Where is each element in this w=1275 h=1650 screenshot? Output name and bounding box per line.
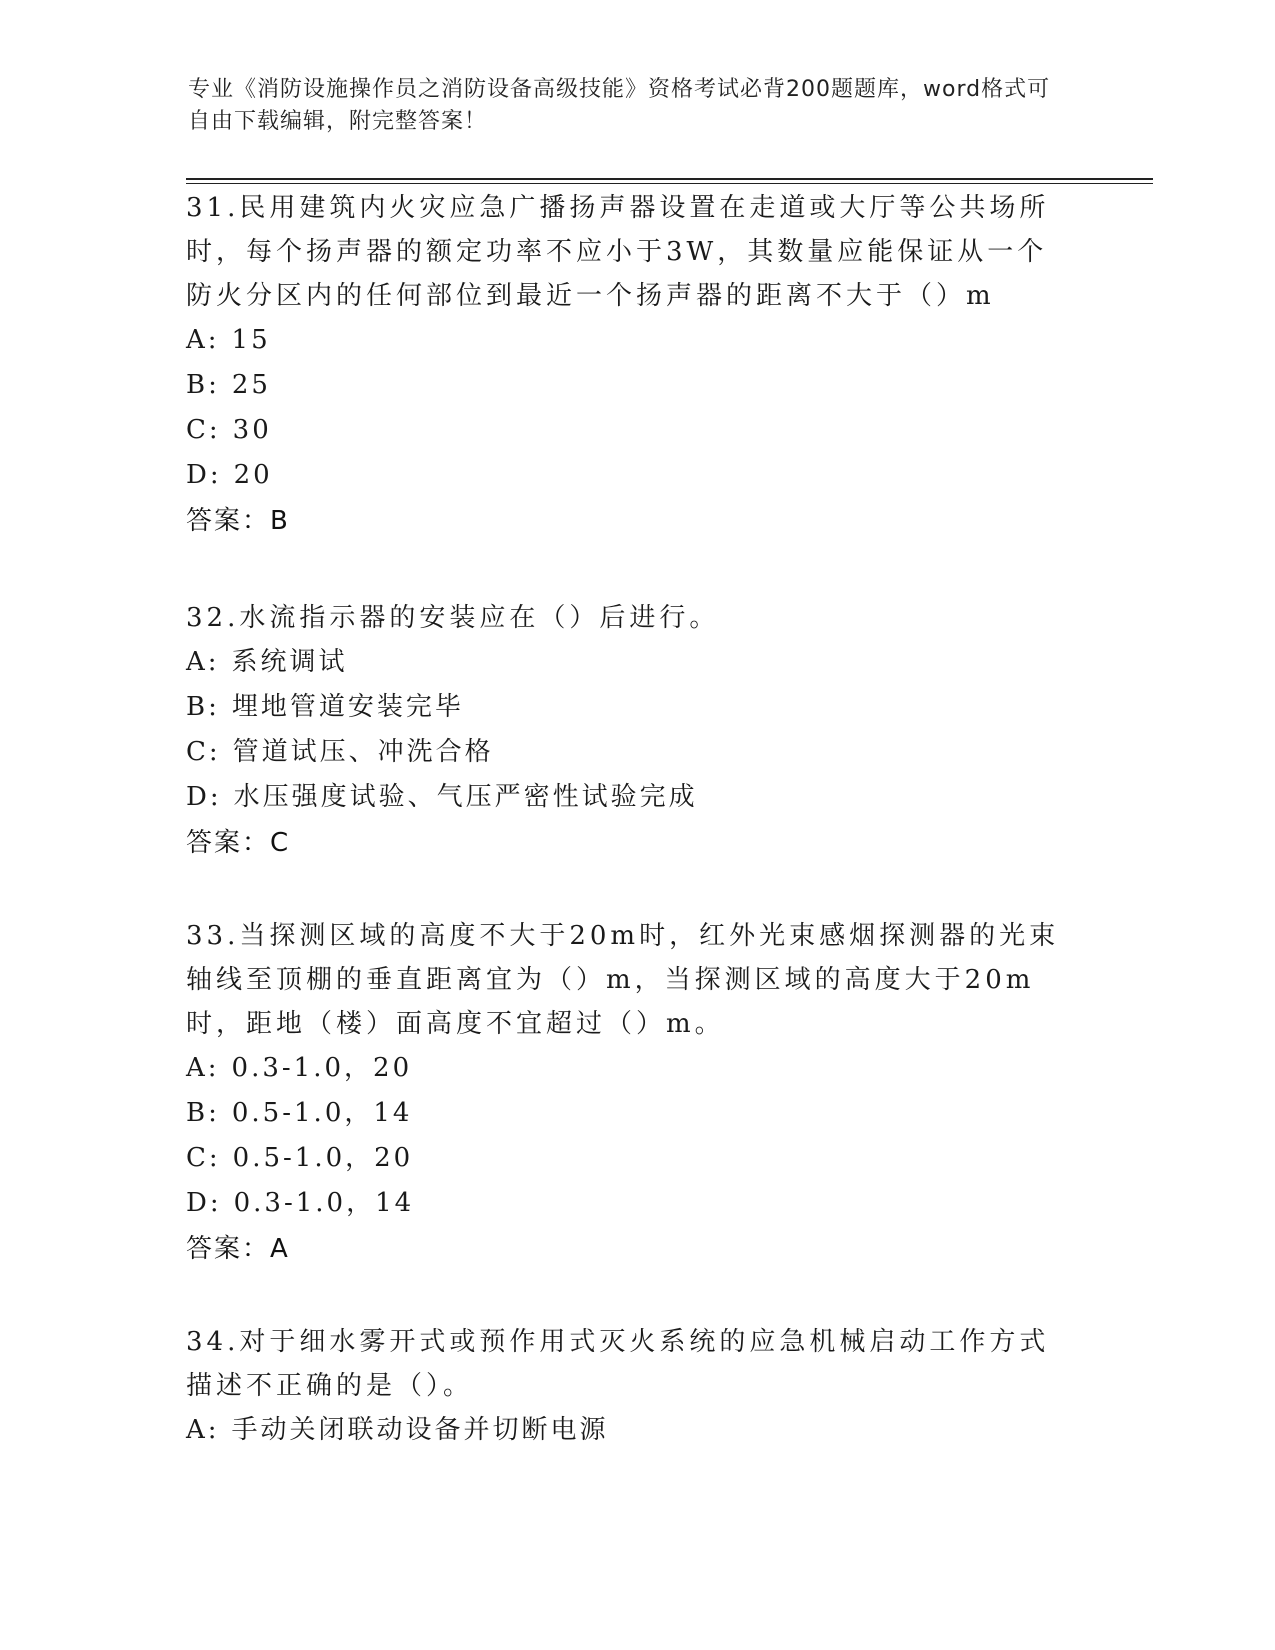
option-b bbox=[186, 685, 1076, 730]
question-stem: 34.对于细水雾开式或预作用式灭火系统的应急机械启动工作方式描述不正确的是（）。 bbox=[186, 1327, 1050, 1401]
option-text: 30 bbox=[232, 415, 272, 445]
option-c bbox=[186, 1136, 1076, 1181]
question-stem: 33.当探测区域的高度不大于20m时，红外光束感烟探测器的光束轴线至顶棚的垂直距离宜为（）m，当探测区域的高度大于20m时，距地（楼）面高度不宜超过（）m。 bbox=[186, 921, 1060, 1039]
option-a bbox=[186, 1046, 1076, 1091]
option-label: B: bbox=[186, 370, 220, 400]
header-divider bbox=[186, 178, 1153, 180]
option-b bbox=[186, 363, 1076, 408]
option-label: A: bbox=[186, 325, 220, 355]
option-text: 0.5-1.0，14 bbox=[231, 1098, 413, 1128]
option-text: 0.3-1.0，20 bbox=[231, 1053, 413, 1083]
question-32 bbox=[186, 596, 1076, 866]
option-a bbox=[186, 640, 1076, 685]
option-d bbox=[186, 453, 1076, 498]
option-label: B: bbox=[186, 1098, 220, 1128]
option-label: A: bbox=[186, 1053, 220, 1083]
option-label: D: bbox=[186, 460, 222, 490]
option-label: C: bbox=[186, 737, 221, 767]
option-a bbox=[186, 318, 1076, 363]
option-text: 0.5-1.0，20 bbox=[232, 1143, 414, 1173]
option-c bbox=[186, 408, 1076, 453]
option-label: D: bbox=[186, 1188, 222, 1218]
option-text: 15 bbox=[231, 325, 271, 355]
option-b bbox=[186, 1091, 1076, 1136]
option-label: D: bbox=[186, 782, 222, 812]
option-text: 25 bbox=[231, 370, 271, 400]
option-text: 水压强度试验、气压严密性试验完成 bbox=[233, 782, 698, 812]
option-text: 埋地管道安装完毕 bbox=[231, 692, 464, 722]
option-label: C: bbox=[186, 415, 221, 445]
header-divider-thin bbox=[186, 183, 1153, 184]
question-stem: 31.民用建筑内火灾应急广播扬声器设置在走道或大厅等公共场所时，每个扬声器的额定功率不应小于3W，其数量应能保证从一个防火分区内的任何部位到最近一个扬声器的距离不大于（）m bbox=[186, 193, 1050, 311]
document-header: 专业《消防设施操作员之消防设备高级技能》资格考试必背200题题库，word格式可自由下载编辑，附完整答案！ bbox=[188, 77, 1051, 134]
option-text: 系统调试 bbox=[231, 647, 348, 677]
option-a bbox=[186, 1408, 1076, 1453]
option-d bbox=[186, 775, 1076, 820]
option-label: A: bbox=[186, 1415, 220, 1445]
option-text: 0.3-1.0，14 bbox=[233, 1188, 415, 1218]
option-label: C: bbox=[186, 1143, 221, 1173]
question-stem: 32.水流指示器的安装应在（）后进行。 bbox=[186, 603, 720, 633]
option-text: 20 bbox=[233, 460, 273, 490]
answer-line: 答案：C bbox=[186, 828, 291, 858]
option-c bbox=[186, 730, 1076, 775]
question-33 bbox=[186, 914, 1076, 1272]
option-d bbox=[186, 1181, 1076, 1226]
option-label: B: bbox=[186, 692, 220, 722]
question-34 bbox=[186, 1320, 1076, 1453]
option-label: A: bbox=[186, 647, 220, 677]
question-31 bbox=[186, 186, 1076, 544]
option-text: 手动关闭联动设备并切断电源 bbox=[231, 1415, 609, 1445]
answer-line: 答案：B bbox=[186, 506, 290, 536]
option-text: 管道试压、冲洗合格 bbox=[232, 737, 494, 767]
answer-line: 答案：A bbox=[186, 1234, 290, 1264]
